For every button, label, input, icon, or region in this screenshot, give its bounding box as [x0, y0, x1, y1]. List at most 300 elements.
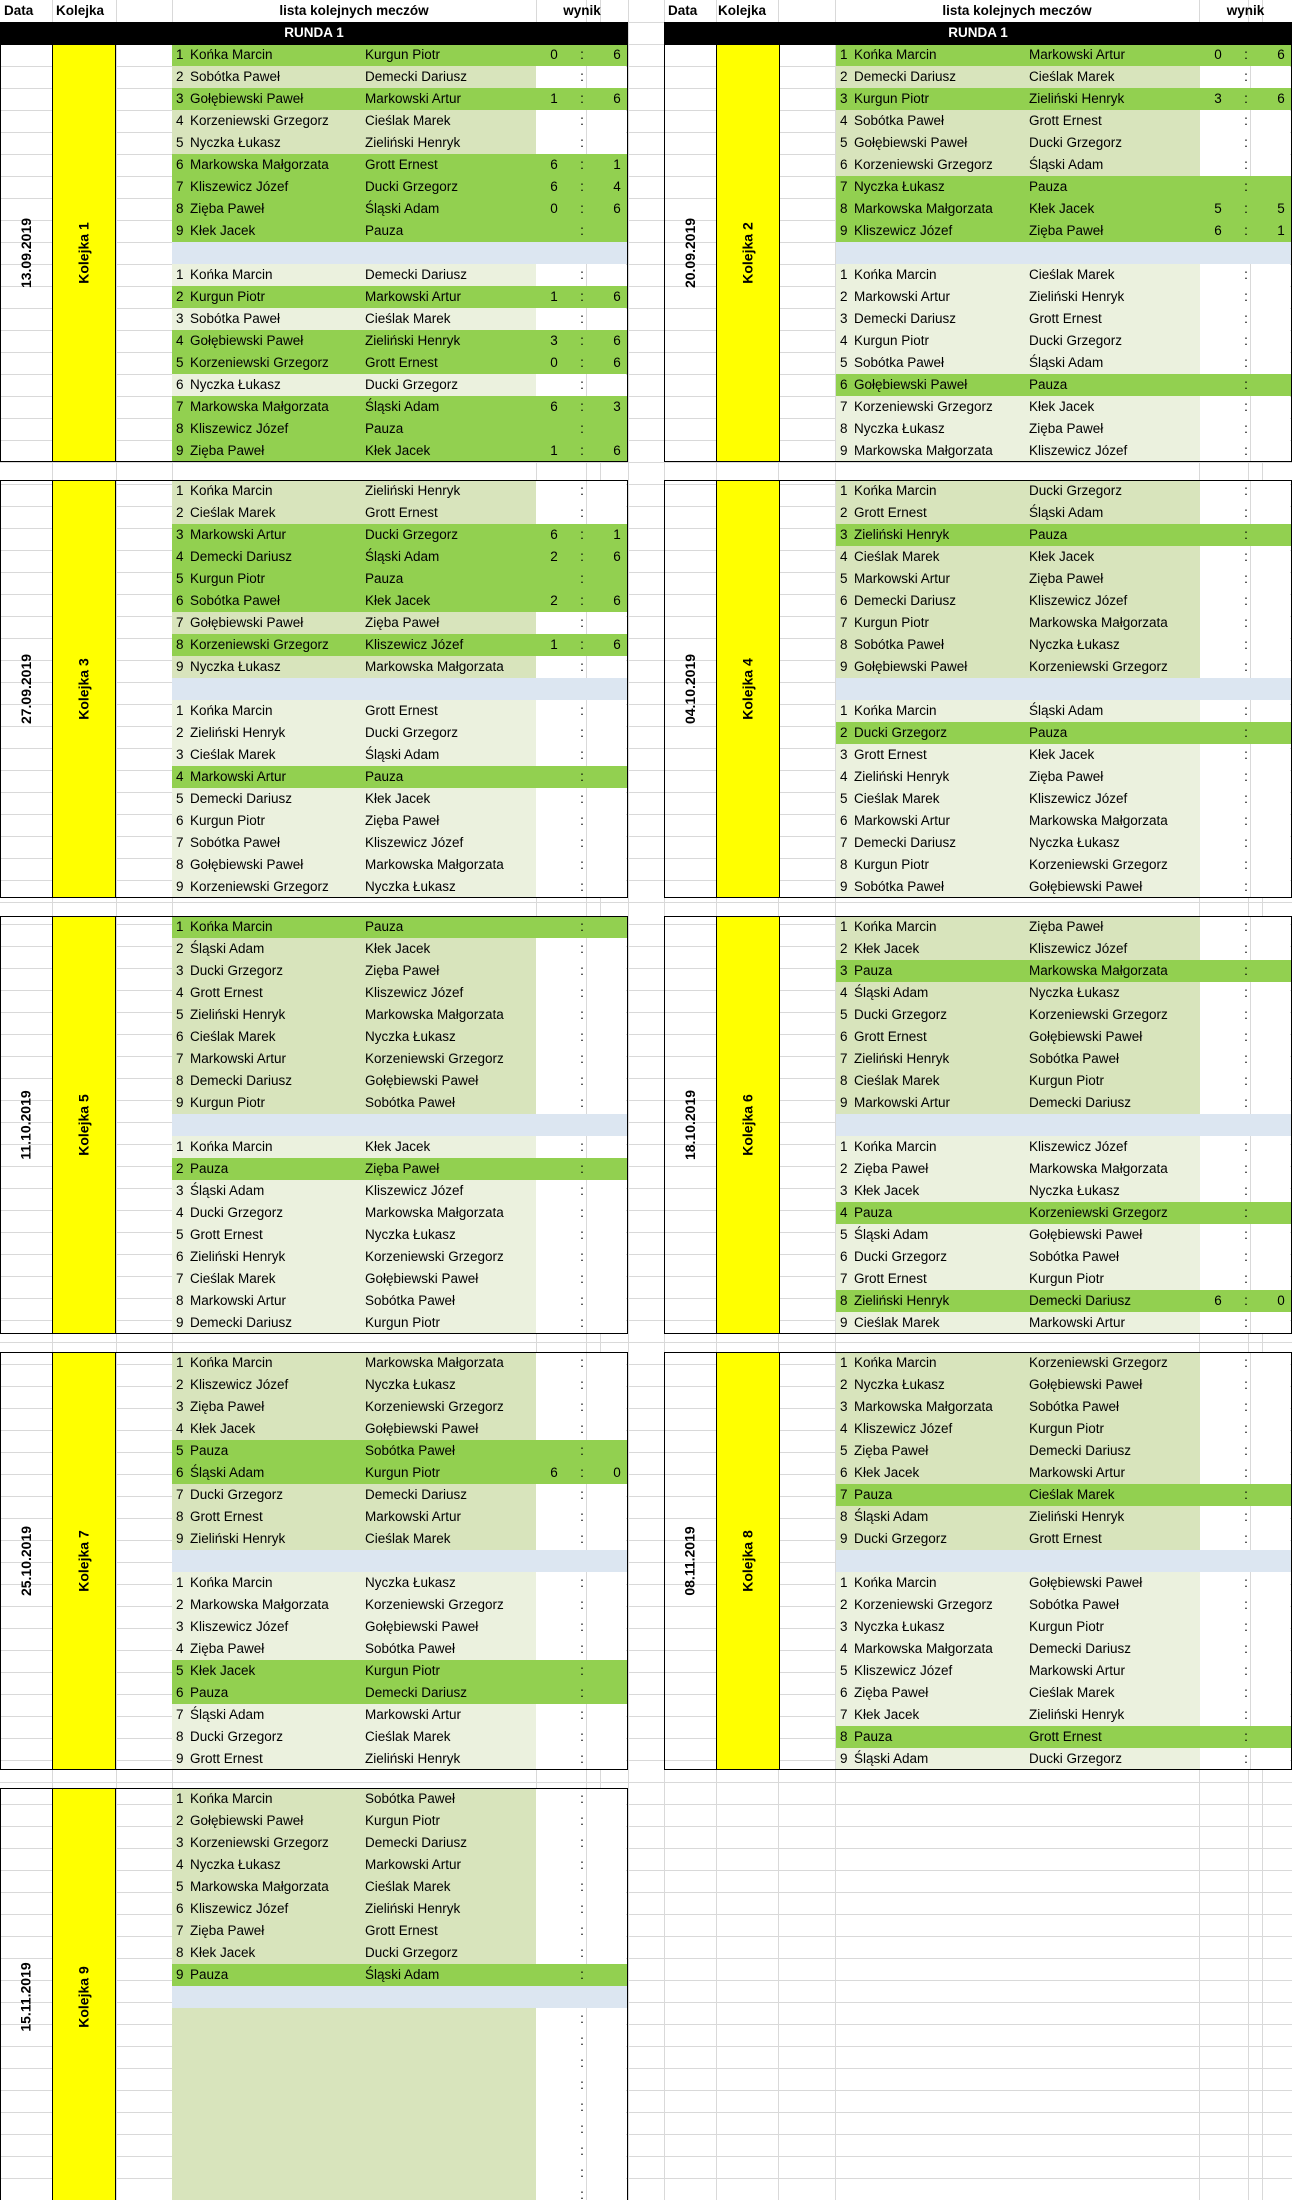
score-colon: :: [1244, 1663, 1248, 1678]
match-number: 2: [840, 1161, 848, 1176]
away-player: Zieliński Henryk: [365, 1751, 461, 1766]
header-data-right[interactable]: Data: [668, 3, 698, 18]
match-number: 1: [840, 267, 848, 282]
away-player: Markowski Artur: [1029, 1663, 1126, 1678]
score-colon: :: [580, 1399, 584, 1414]
home-player: Kłek Jacek: [190, 1663, 256, 1678]
match-number: 4: [176, 769, 184, 784]
match-number: 5: [840, 791, 848, 806]
match-number: 4: [176, 549, 184, 564]
match-number: 9: [840, 659, 848, 674]
home-score[interactable]: 3: [1214, 91, 1222, 106]
home-player: Nyczka Łukasz: [854, 421, 945, 436]
round-block-border: [664, 480, 1292, 898]
score-colon: :: [1244, 1377, 1248, 1392]
home-score[interactable]: 6: [1214, 1293, 1222, 1308]
score-colon: :: [1244, 985, 1248, 1000]
away-player: Markowski Artur: [365, 91, 462, 106]
score-colon: :: [580, 69, 584, 84]
match-number: 8: [840, 201, 848, 216]
score-colon: :: [1244, 1029, 1248, 1044]
match-number: 4: [176, 333, 184, 348]
home-player: Demecki Dariusz: [854, 593, 957, 608]
home-player: Demecki Dariusz: [854, 69, 957, 84]
match-number: 3: [840, 311, 848, 326]
match-number: 4: [840, 113, 848, 128]
home-player: Demecki Dariusz: [190, 791, 293, 806]
home-player: Markowski Artur: [190, 769, 287, 784]
away-score[interactable]: 0: [613, 1465, 621, 1480]
away-score[interactable]: 6: [613, 637, 621, 652]
header-kolejka-left[interactable]: Kolejka: [56, 3, 105, 18]
header-wynik-left[interactable]: wynik: [563, 3, 601, 18]
match-number: 9: [176, 659, 184, 674]
score-colon: :: [1244, 1139, 1248, 1154]
away-score[interactable]: 3: [613, 399, 621, 414]
home-score[interactable]: 6: [550, 527, 558, 542]
match-number: 9: [176, 1531, 184, 1546]
match-number: 7: [176, 399, 184, 414]
away-score[interactable]: 6: [613, 91, 621, 106]
match-date-text: 18.10.2019: [682, 1089, 699, 1161]
match-number: 5: [176, 1663, 184, 1678]
match-number: 2: [840, 505, 848, 520]
home-score[interactable]: 0: [550, 355, 558, 370]
match-number: 4: [840, 549, 848, 564]
match-number: 6: [840, 1029, 848, 1044]
home-player: Kurgun Piotr: [854, 857, 930, 872]
away-player: Kłek Jacek: [365, 593, 431, 608]
home-score[interactable]: 1: [550, 637, 558, 652]
home-player: Końka Marcin: [190, 1575, 273, 1590]
match-number: 2: [176, 289, 184, 304]
header-lista-left[interactable]: lista kolejnych meczów: [279, 3, 429, 18]
score-colon: :: [580, 813, 584, 828]
score-colon: :: [1244, 1051, 1248, 1066]
away-score[interactable]: 4: [613, 179, 621, 194]
away-player: Demecki Dariusz: [1029, 1293, 1132, 1308]
runda-banner-right[interactable]: RUNDA 1: [664, 22, 1292, 44]
home-player: Markowski Artur: [190, 527, 287, 542]
away-score[interactable]: 1: [1277, 223, 1285, 238]
match-number: 7: [176, 1051, 184, 1066]
match-number: 2: [840, 941, 848, 956]
away-player: Sobótka Paweł: [1029, 1051, 1120, 1066]
away-player: Pauza: [365, 769, 404, 784]
match-number: 5: [176, 1227, 184, 1242]
match-number: 9: [840, 879, 848, 894]
match-number: 6: [840, 377, 848, 392]
away-player: Cieślak Marek: [365, 311, 451, 326]
home-player: Zięba Paweł: [854, 1443, 929, 1458]
match-number: 4: [840, 1205, 848, 1220]
home-player: Grott Ernest: [854, 1271, 927, 1286]
home-player: Korzeniewski Grzegorz: [854, 399, 993, 414]
score-colon: :: [580, 637, 584, 652]
score-colon: :: [1244, 289, 1248, 304]
match-number: 5: [176, 355, 184, 370]
match-number: 2: [840, 1377, 848, 1392]
home-score[interactable]: 2: [550, 549, 558, 564]
away-player: Demecki Dariusz: [365, 69, 468, 84]
away-player: Markowska Małgorzata: [365, 1007, 504, 1022]
match-number: 9: [840, 1315, 848, 1330]
match-number: 3: [176, 1183, 184, 1198]
away-score[interactable]: 6: [613, 549, 621, 564]
home-player: Gołębiewski Paweł: [190, 333, 304, 348]
match-number: 9: [840, 223, 848, 238]
score-colon: :: [1244, 1509, 1248, 1524]
match-number: 9: [840, 443, 848, 458]
away-player: Gołębiewski Paweł: [365, 1271, 479, 1286]
score-colon: :: [580, 333, 584, 348]
match-number: 2: [176, 1161, 184, 1176]
match-number: 4: [176, 1857, 184, 1872]
home-player: Nyczka Łukasz: [190, 1857, 281, 1872]
home-score[interactable]: 5: [1214, 201, 1222, 216]
away-player: Zieliński Henryk: [365, 483, 461, 498]
away-player: Pauza: [365, 919, 404, 934]
away-player: Cieślak Marek: [365, 1531, 451, 1546]
match-number: 1: [176, 483, 184, 498]
header-lista-right[interactable]: lista kolejnych meczów: [942, 3, 1092, 18]
home-score[interactable]: 1: [550, 91, 558, 106]
away-player: Markowski Artur: [365, 289, 462, 304]
away-player: Zięba Paweł: [365, 813, 440, 828]
score-colon: :: [580, 91, 584, 106]
round-label-text: Kolejka 9: [75, 1966, 92, 2028]
home-player: Kliszewicz Józef: [854, 1421, 953, 1436]
home-player: Pauza: [854, 963, 893, 978]
home-player: Gołębiewski Paweł: [190, 1813, 304, 1828]
home-player: Końka Marcin: [190, 703, 273, 718]
away-player: Kurgun Piotr: [365, 47, 441, 62]
away-player: Sobótka Paweł: [365, 1443, 456, 1458]
match-number: 5: [176, 791, 184, 806]
home-player: Końka Marcin: [854, 47, 937, 62]
away-player: Nyczka Łukasz: [1029, 835, 1120, 850]
home-player: Końka Marcin: [190, 483, 273, 498]
round-label-text: Kolejka 4: [739, 658, 756, 720]
away-player: Korzeniewski Grzegorz: [1029, 857, 1168, 872]
score-colon: :: [1244, 941, 1248, 956]
match-number: 7: [840, 179, 848, 194]
home-player: Kłek Jacek: [190, 1421, 256, 1436]
score-colon: :: [580, 1707, 584, 1722]
away-player: Cieślak Marek: [1029, 1685, 1115, 1700]
away-player: Cieślak Marek: [365, 113, 451, 128]
score-colon: :: [580, 1967, 584, 1982]
score-colon: :: [1244, 47, 1248, 62]
home-score[interactable]: 1: [550, 443, 558, 458]
match-date-text: 13.09.2019: [18, 217, 35, 289]
score-colon: :: [1244, 703, 1248, 718]
home-player: Końka Marcin: [854, 1575, 937, 1590]
match-number: 7: [840, 1707, 848, 1722]
match-number: 3: [176, 311, 184, 326]
home-player: Końka Marcin: [854, 483, 937, 498]
score-colon: :: [580, 1205, 584, 1220]
match-number: 2: [840, 725, 848, 740]
match-number: 9: [176, 1315, 184, 1330]
home-score[interactable]: 2: [550, 593, 558, 608]
match-date-text: 15.11.2019: [18, 1962, 35, 2032]
score-colon: :: [580, 963, 584, 978]
home-player: Gołębiewski Paweł: [190, 857, 304, 872]
away-player: Zięba Paweł: [365, 615, 440, 630]
home-player: Korzeniewski Grzegorz: [190, 879, 329, 894]
score-colon: :: [580, 1007, 584, 1022]
home-score[interactable]: 6: [550, 157, 558, 172]
away-score[interactable]: 6: [1277, 47, 1285, 62]
away-player: Ducki Grzegorz: [1029, 1751, 1123, 1766]
runda-banner-left[interactable]: RUNDA 1: [0, 22, 628, 44]
away-player: Grott Ernest: [365, 505, 438, 520]
home-player: Pauza: [190, 1967, 229, 1982]
away-player: Korzeniewski Grzegorz: [365, 1597, 504, 1612]
away-player: Pauza: [365, 223, 404, 238]
home-player: Cieślak Marek: [190, 505, 276, 520]
score-colon: :: [580, 1879, 584, 1894]
match-number: 3: [840, 1619, 848, 1634]
home-score[interactable]: 6: [550, 399, 558, 414]
match-number: 8: [176, 421, 184, 436]
home-score[interactable]: 1: [550, 289, 558, 304]
match-number: 3: [840, 747, 848, 762]
home-score[interactable]: 6: [550, 179, 558, 194]
away-player: Kliszewicz Józef: [1029, 593, 1128, 608]
away-player: Kurgun Piotr: [1029, 1073, 1105, 1088]
away-player: Pauza: [1029, 179, 1068, 194]
score-colon: :: [580, 1271, 584, 1286]
match-number: 8: [840, 421, 848, 436]
match-number: 6: [176, 377, 184, 392]
match-number: 1: [176, 703, 184, 718]
score-colon: :: [580, 1029, 584, 1044]
away-player: Zieliński Henryk: [1029, 1509, 1125, 1524]
home-player: Śląski Adam: [854, 1751, 929, 1766]
score-colon: :: [580, 941, 584, 956]
match-number: 7: [840, 1051, 848, 1066]
match-number: 5: [840, 135, 848, 150]
score-colon: :: [1244, 1707, 1248, 1722]
home-score[interactable]: 6: [1214, 223, 1222, 238]
away-score[interactable]: 6: [613, 47, 621, 62]
match-number: 8: [176, 857, 184, 872]
header-wynik-right[interactable]: wynik: [1226, 3, 1265, 18]
score-colon: :: [1244, 377, 1248, 392]
score-colon: :: [580, 267, 584, 282]
match-number: 9: [176, 443, 184, 458]
score-colon: :: [580, 747, 584, 762]
away-score[interactable]: 5: [1277, 201, 1285, 216]
match-number: 1: [840, 483, 848, 498]
away-score[interactable]: 0: [1277, 1293, 1285, 1308]
header-kolejka-right[interactable]: Kolejka: [718, 3, 767, 18]
match-number: 1: [176, 1355, 184, 1370]
away-player: Grott Ernest: [365, 703, 438, 718]
home-player: Końka Marcin: [854, 1355, 937, 1370]
score-colon: :: [580, 483, 584, 498]
away-player: Ducki Grzegorz: [365, 527, 459, 542]
away-player: Śląski Adam: [365, 399, 440, 414]
home-score[interactable]: 0: [550, 201, 558, 216]
match-number: 8: [176, 1293, 184, 1308]
away-player: Demecki Dariusz: [365, 1685, 468, 1700]
score-colon: :: [1244, 835, 1248, 850]
away-score[interactable]: 6: [1277, 91, 1285, 106]
match-number: 3: [176, 1399, 184, 1414]
score-colon: :: [580, 1051, 584, 1066]
home-player: Końka Marcin: [854, 703, 937, 718]
score-colon: :: [1244, 1271, 1248, 1286]
away-player: Nyczka Łukasz: [365, 1575, 456, 1590]
score-colon: :: [580, 1663, 584, 1678]
home-score[interactable]: 0: [1214, 47, 1222, 62]
home-player: Zieliński Henryk: [854, 1051, 950, 1066]
away-score[interactable]: 6: [613, 333, 621, 348]
away-player: Pauza: [1029, 725, 1068, 740]
match-number: 4: [176, 113, 184, 128]
home-player: Sobótka Paweł: [190, 311, 281, 326]
away-player: Śląski Adam: [365, 201, 440, 216]
score-colon: :: [1244, 615, 1248, 630]
away-player: Zieliński Henryk: [365, 1901, 461, 1916]
away-player: Ducki Grzegorz: [365, 725, 459, 740]
away-player: Kliszewicz Józef: [1029, 941, 1128, 956]
match-number: 6: [176, 1249, 184, 1264]
away-player: Kłek Jacek: [1029, 747, 1095, 762]
away-player: Kurgun Piotr: [365, 1315, 441, 1330]
home-player: Ducki Grzegorz: [854, 1249, 948, 1264]
away-player: Nyczka Łukasz: [365, 1377, 456, 1392]
round-block-border: [0, 916, 628, 1334]
away-player: Śląski Adam: [1029, 157, 1104, 172]
score-colon: :: [1244, 1227, 1248, 1242]
home-player: Kliszewicz Józef: [190, 1377, 289, 1392]
away-player: Śląski Adam: [365, 1967, 440, 1982]
home-player: Cieślak Marek: [190, 747, 276, 762]
away-player: Zieliński Henryk: [365, 333, 461, 348]
match-number: 2: [176, 941, 184, 956]
away-player: Kurgun Piotr: [1029, 1421, 1105, 1436]
away-score[interactable]: 6: [613, 443, 621, 458]
home-player: Zięba Paweł: [190, 443, 265, 458]
match-number: 1: [176, 1791, 184, 1806]
round-block-border: [664, 44, 1292, 462]
score-colon: :: [1244, 963, 1248, 978]
away-player: Kliszewicz Józef: [365, 1183, 464, 1198]
match-date-text: 27.09.2019: [18, 653, 35, 725]
home-player: Markowski Artur: [190, 1293, 287, 1308]
away-player: Demecki Dariusz: [365, 1487, 468, 1502]
match-number: 1: [840, 1355, 848, 1370]
score-colon: :: [1244, 725, 1248, 740]
score-colon: :: [580, 2011, 584, 2026]
home-player: Śląski Adam: [190, 1465, 265, 1480]
away-player: Kurgun Piotr: [1029, 1619, 1105, 1634]
away-score[interactable]: 1: [613, 157, 621, 172]
home-player: Markowska Małgorzata: [854, 1399, 993, 1414]
match-number: 6: [176, 813, 184, 828]
home-player: Markowski Artur: [190, 1051, 287, 1066]
score-colon: :: [580, 549, 584, 564]
score-colon: :: [580, 1095, 584, 1110]
home-player: Kłek Jacek: [190, 223, 256, 238]
home-player: Pauza: [190, 1685, 229, 1700]
away-score[interactable]: 6: [613, 593, 621, 608]
score-colon: :: [1244, 593, 1248, 608]
home-player: Pauza: [190, 1161, 229, 1176]
score-colon: :: [1244, 355, 1248, 370]
away-player: Sobótka Paweł: [365, 1095, 456, 1110]
match-number: 1: [176, 919, 184, 934]
score-colon: :: [580, 2143, 584, 2158]
away-score[interactable]: 6: [613, 355, 621, 370]
score-colon: :: [1244, 1249, 1248, 1264]
home-player: Końka Marcin: [854, 1139, 937, 1154]
home-player: Markowska Małgorzata: [854, 1641, 993, 1656]
away-player: Kurgun Piotr: [365, 1663, 441, 1678]
home-player: Markowski Artur: [854, 813, 951, 828]
away-score[interactable]: 1: [613, 527, 621, 542]
away-player: Gołębiewski Paweł: [365, 1421, 479, 1436]
away-score[interactable]: 6: [613, 289, 621, 304]
away-player: Zięba Paweł: [1029, 919, 1104, 934]
home-score[interactable]: 0: [550, 47, 558, 62]
home-score[interactable]: 3: [550, 333, 558, 348]
round-label-text: Kolejka 5: [75, 1094, 92, 1156]
round-label-text: Kolejka 3: [75, 658, 92, 720]
match-number: 7: [176, 179, 184, 194]
home-player: Korzeniewski Grzegorz: [190, 355, 329, 370]
match-number: 6: [840, 813, 848, 828]
header-data-left[interactable]: Data: [4, 3, 34, 18]
home-score[interactable]: 6: [550, 1465, 558, 1480]
score-colon: :: [580, 659, 584, 674]
match-number: 6: [840, 157, 848, 172]
home-player: Demecki Dariusz: [854, 311, 957, 326]
match-number: 9: [176, 1095, 184, 1110]
score-colon: :: [1244, 919, 1248, 934]
match-number: 1: [840, 47, 848, 62]
home-player: Kłek Jacek: [190, 1945, 256, 1960]
match-number: 8: [840, 1509, 848, 1524]
away-player: Cieślak Marek: [1029, 1487, 1115, 1502]
score-colon: :: [580, 355, 584, 370]
away-player: Markowski Artur: [1029, 1315, 1126, 1330]
away-score[interactable]: 6: [613, 201, 621, 216]
score-colon: :: [580, 1729, 584, 1744]
match-date-text: 25.10.2019: [18, 1525, 35, 1597]
score-colon: :: [1244, 311, 1248, 326]
away-player: Pauza: [1029, 527, 1068, 542]
score-colon: :: [580, 1443, 584, 1458]
score-colon: :: [580, 157, 584, 172]
away-player: Śląski Adam: [365, 549, 440, 564]
round-block-border: [0, 1788, 628, 2200]
score-colon: :: [1244, 179, 1248, 194]
score-colon: :: [580, 223, 584, 238]
match-number: 7: [840, 1487, 848, 1502]
match-number: 9: [176, 1967, 184, 1982]
away-player: Markowski Artur: [1029, 47, 1126, 62]
away-player: Ducki Grzegorz: [1029, 135, 1123, 150]
round-label-text: Kolejka 8: [739, 1530, 756, 1592]
round-block-border: [664, 1352, 1292, 1770]
score-colon: :: [1244, 1729, 1248, 1744]
away-player: Demecki Dariusz: [365, 1835, 468, 1850]
